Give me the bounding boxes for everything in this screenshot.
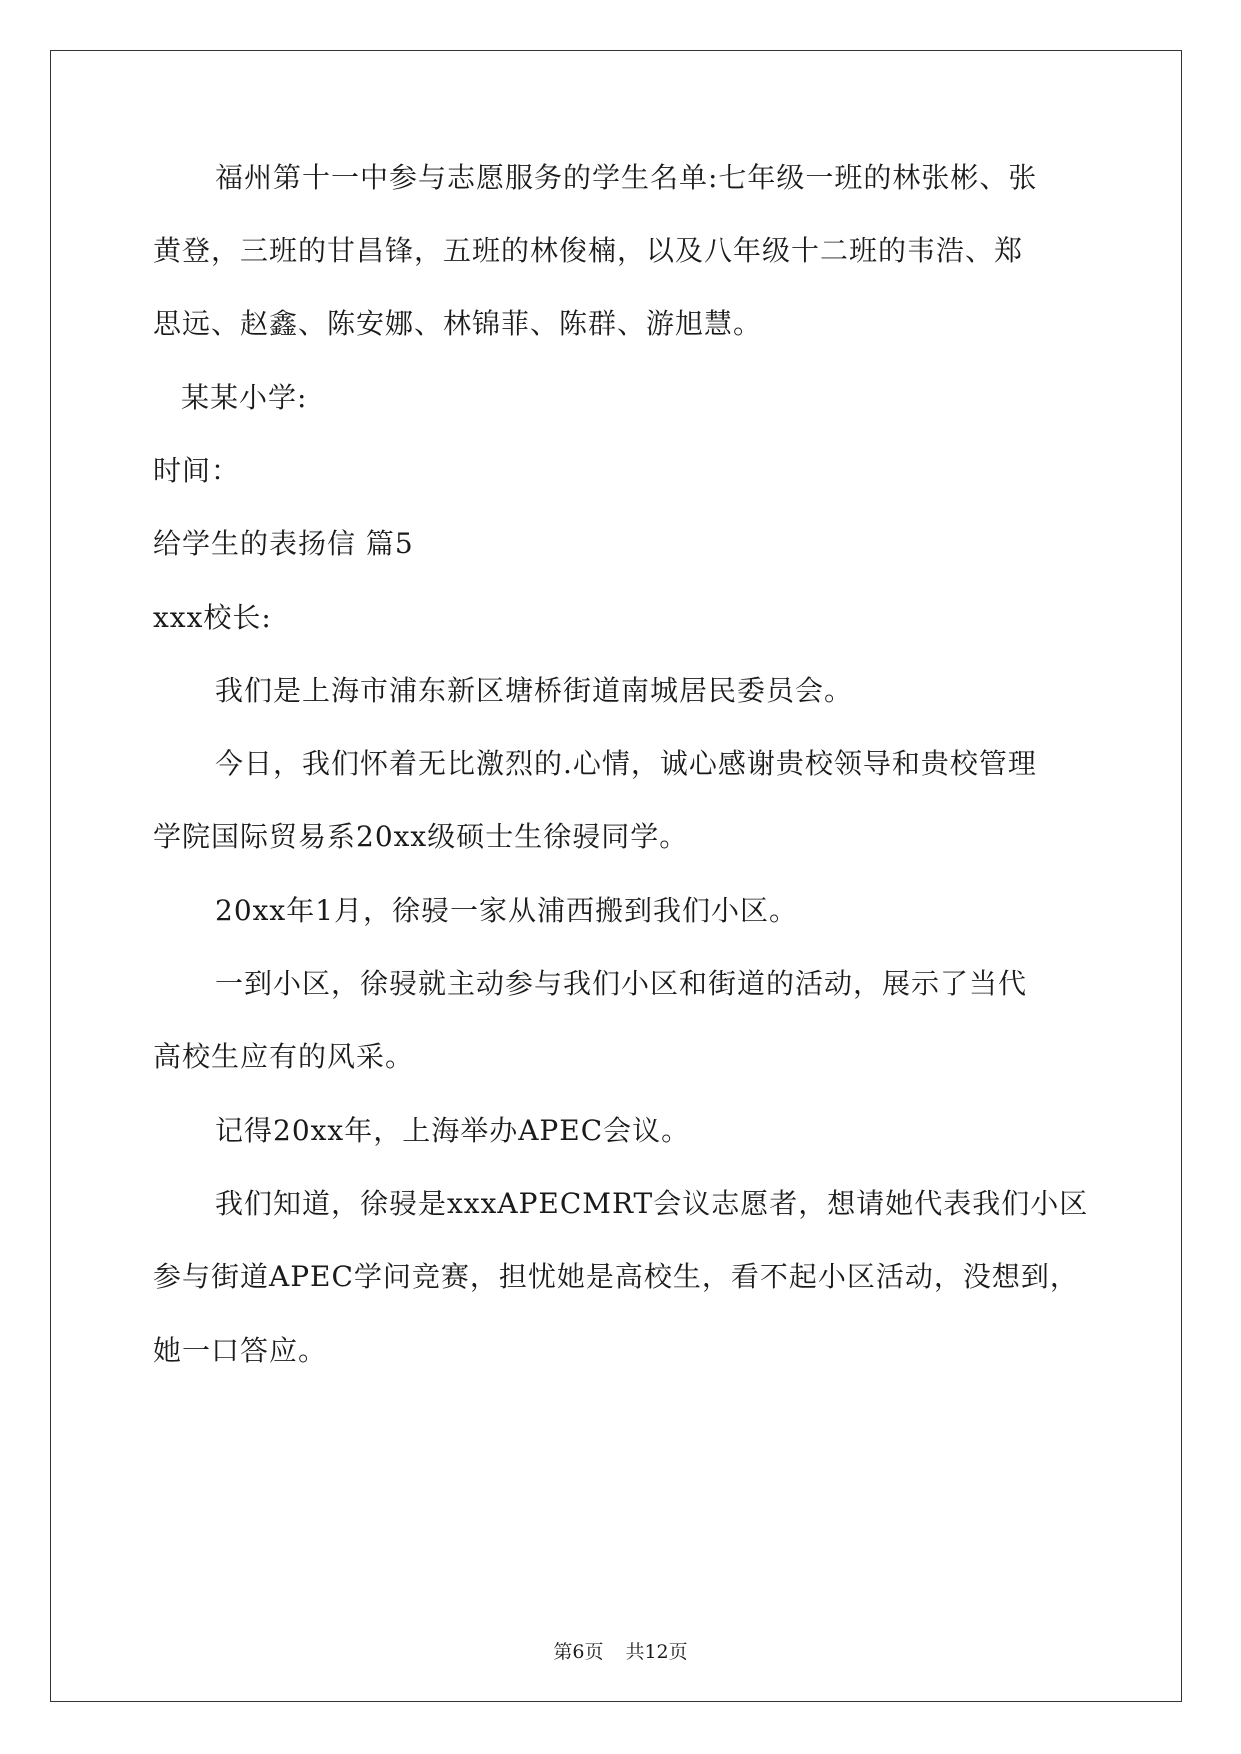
paragraph-line: 20xx年1月，徐骎一家从浦西搬到我们小区。 [215,894,799,927]
paragraph-line: 福州第十一中参与志愿服务的学生名单:七年级一班的林张彬、张 [215,161,1038,194]
salutation-line: xxx校长: [153,601,272,634]
paragraph-line: 她一口答应。 [153,1334,328,1367]
paragraph-line: 学院国际贸易系20xx级硕士生徐骎同学。 [153,820,689,853]
paragraph-line: 一到小区，徐骎就主动参与我们小区和街道的活动，展示了当代 [215,967,1028,1000]
paragraph-line: 黄登，三班的甘昌锋，五班的林俊楠，以及八年级十二班的韦浩、郑 [153,234,1024,267]
section-heading: 给学生的表扬信 篇5 [153,527,414,560]
paragraph-line: 参与街道APEC学问竞赛，担忧她是高校生，看不起小区活动，没想到， [153,1260,1079,1293]
paragraph-line: 我们知道，徐骎是xxxAPECMRT会议志愿者，想请她代表我们小区 [215,1187,1089,1220]
recipient-line: 某某小学: [181,381,308,414]
page-border [50,50,1182,1702]
paragraph-line: 我们是上海市浦东新区塘桥街道南城居民委员会。 [215,674,854,707]
page-number: 第6页 [553,1641,604,1663]
paragraph-line: 思远、赵鑫、陈安娜、林锦菲、陈群、游旭慧。 [153,307,763,340]
page-footer [0,1640,1241,1664]
date-line: 时间： [153,454,241,487]
total-pages: 共12页 [625,1641,688,1663]
paragraph-line: 今日，我们怀着无比激烈的.心情，诚心感谢贵校领导和贵校管理 [215,747,1037,780]
paragraph-line: 高校生应有的风采。 [153,1040,415,1073]
paragraph-line: 记得20xx年，上海举办APEC会议。 [215,1114,691,1147]
